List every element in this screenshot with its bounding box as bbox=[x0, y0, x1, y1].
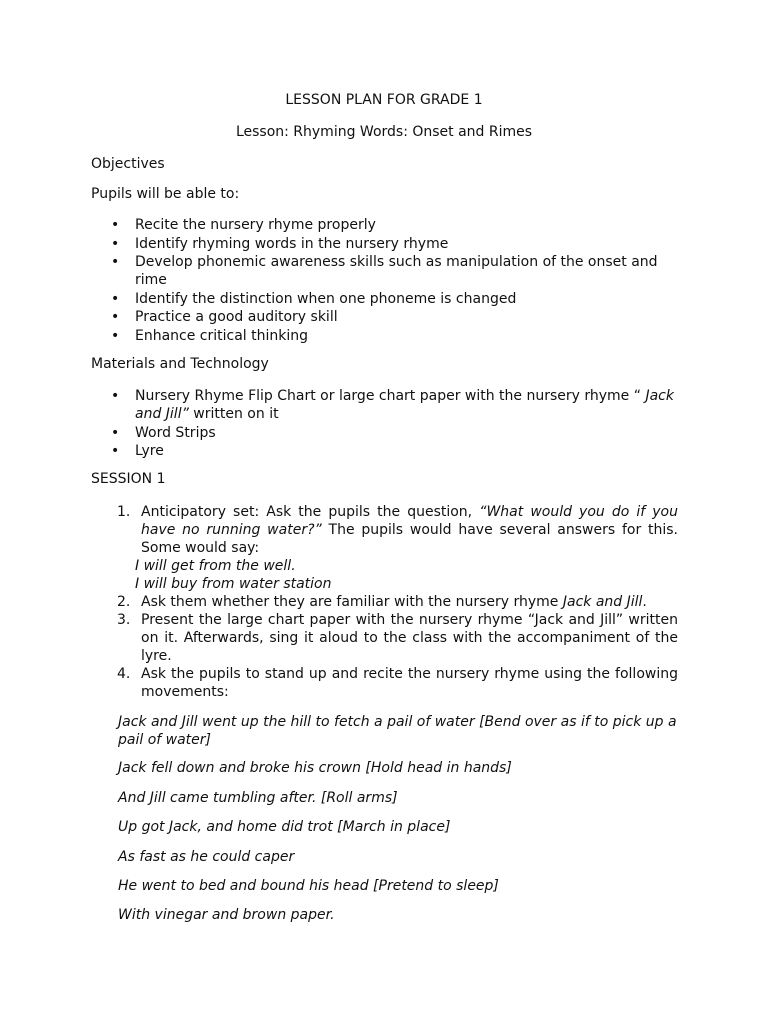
step-number: 2. bbox=[117, 594, 131, 610]
document-title: LESSON PLAN FOR GRADE 1 bbox=[285, 92, 483, 108]
list-item: 1. Anticipatory set: Ask the pupils the question, “What would you do if you have no running water?” The pupils would have several answers for this. Some would say: I will get from the well. I will buy from water station bbox=[117, 504, 678, 592]
materials-list bbox=[91, 387, 681, 461]
rhyme-line: Up got Jack, and home did trot [March in place] bbox=[118, 819, 451, 835]
list-item: • Word Strips bbox=[111, 424, 216, 441]
objectives-intro: Pupils will be able to: bbox=[91, 186, 240, 202]
objectives-list bbox=[91, 216, 691, 345]
objectives-heading: Objectives bbox=[91, 156, 165, 172]
rhyme-line: He went to bed and bound his head [Pretend to sleep] bbox=[118, 878, 499, 894]
sample-answer: I will buy from water station bbox=[135, 576, 332, 592]
lesson-subtitle: Lesson: Rhyming Words: Onset and Rimes bbox=[235, 124, 533, 140]
list-item: • Lyre bbox=[111, 443, 164, 459]
step-number: 4. bbox=[117, 666, 131, 682]
list-item: 2. Ask them whether they are familiar with the nursery rhyme Jack and Jill. bbox=[117, 594, 647, 610]
rhyme-line: Jack and Jill went up the hill to fetch a pail of water [Bend over as if to pick up a pail of water] bbox=[118, 714, 677, 748]
bullet-icon: • bbox=[111, 235, 120, 252]
rhyme-line: And Jill came tumbling after. [Roll arms] bbox=[118, 790, 398, 806]
list-item: 3. Present the large chart paper with the nursery rhyme “Jack and Jill” written on it. Afterwards, sing it aloud to the class with the accompaniment of the lyre. bbox=[117, 612, 678, 664]
list-item: 4. Ask the pupils to stand up and recite the nursery rhyme using the following movements: bbox=[117, 666, 678, 700]
bullet-icon: • bbox=[111, 217, 120, 233]
session-heading: SESSION 1 bbox=[91, 471, 166, 487]
bullet-icon: • bbox=[111, 424, 120, 441]
sample-answer: I will get from the well. bbox=[135, 558, 296, 574]
step-number: 1. bbox=[117, 504, 131, 520]
bullet-icon: • bbox=[111, 309, 120, 325]
bullet-icon: • bbox=[111, 443, 120, 459]
rhyme-line: With vinegar and brown paper. bbox=[118, 907, 335, 923]
bullet-icon: • bbox=[111, 327, 120, 344]
bullet-icon: • bbox=[111, 388, 120, 404]
list-item: • Enhance critical thinking bbox=[111, 327, 309, 344]
list-item: • Identify the distinction when one phoneme is changed bbox=[111, 290, 517, 307]
bullet-icon: • bbox=[111, 254, 120, 270]
list-item: • Develop phonemic awareness skills such as manipulation of the onset and rime bbox=[111, 254, 658, 288]
rhyme-line: Jack fell down and broke his crown [Hold head in hands] bbox=[118, 760, 512, 776]
session-steps-list bbox=[91, 503, 678, 701]
bullet-icon: • bbox=[111, 290, 120, 307]
sample-answers bbox=[135, 557, 678, 593]
list-item: • Nursery Rhyme Flip Chart or large chart paper with the nursery rhyme “ Jack and Jill” written on it bbox=[111, 388, 674, 422]
materials-heading: Materials and Technology bbox=[91, 356, 269, 372]
list-item: • Identify rhyming words in the nursery rhyme bbox=[111, 235, 449, 252]
list-item: • Practice a good auditory skill bbox=[111, 309, 338, 325]
list-item: • Recite the nursery rhyme properly bbox=[111, 217, 376, 233]
step-number: 3. bbox=[117, 612, 131, 628]
rhyme-line: As fast as he could caper bbox=[118, 849, 295, 865]
